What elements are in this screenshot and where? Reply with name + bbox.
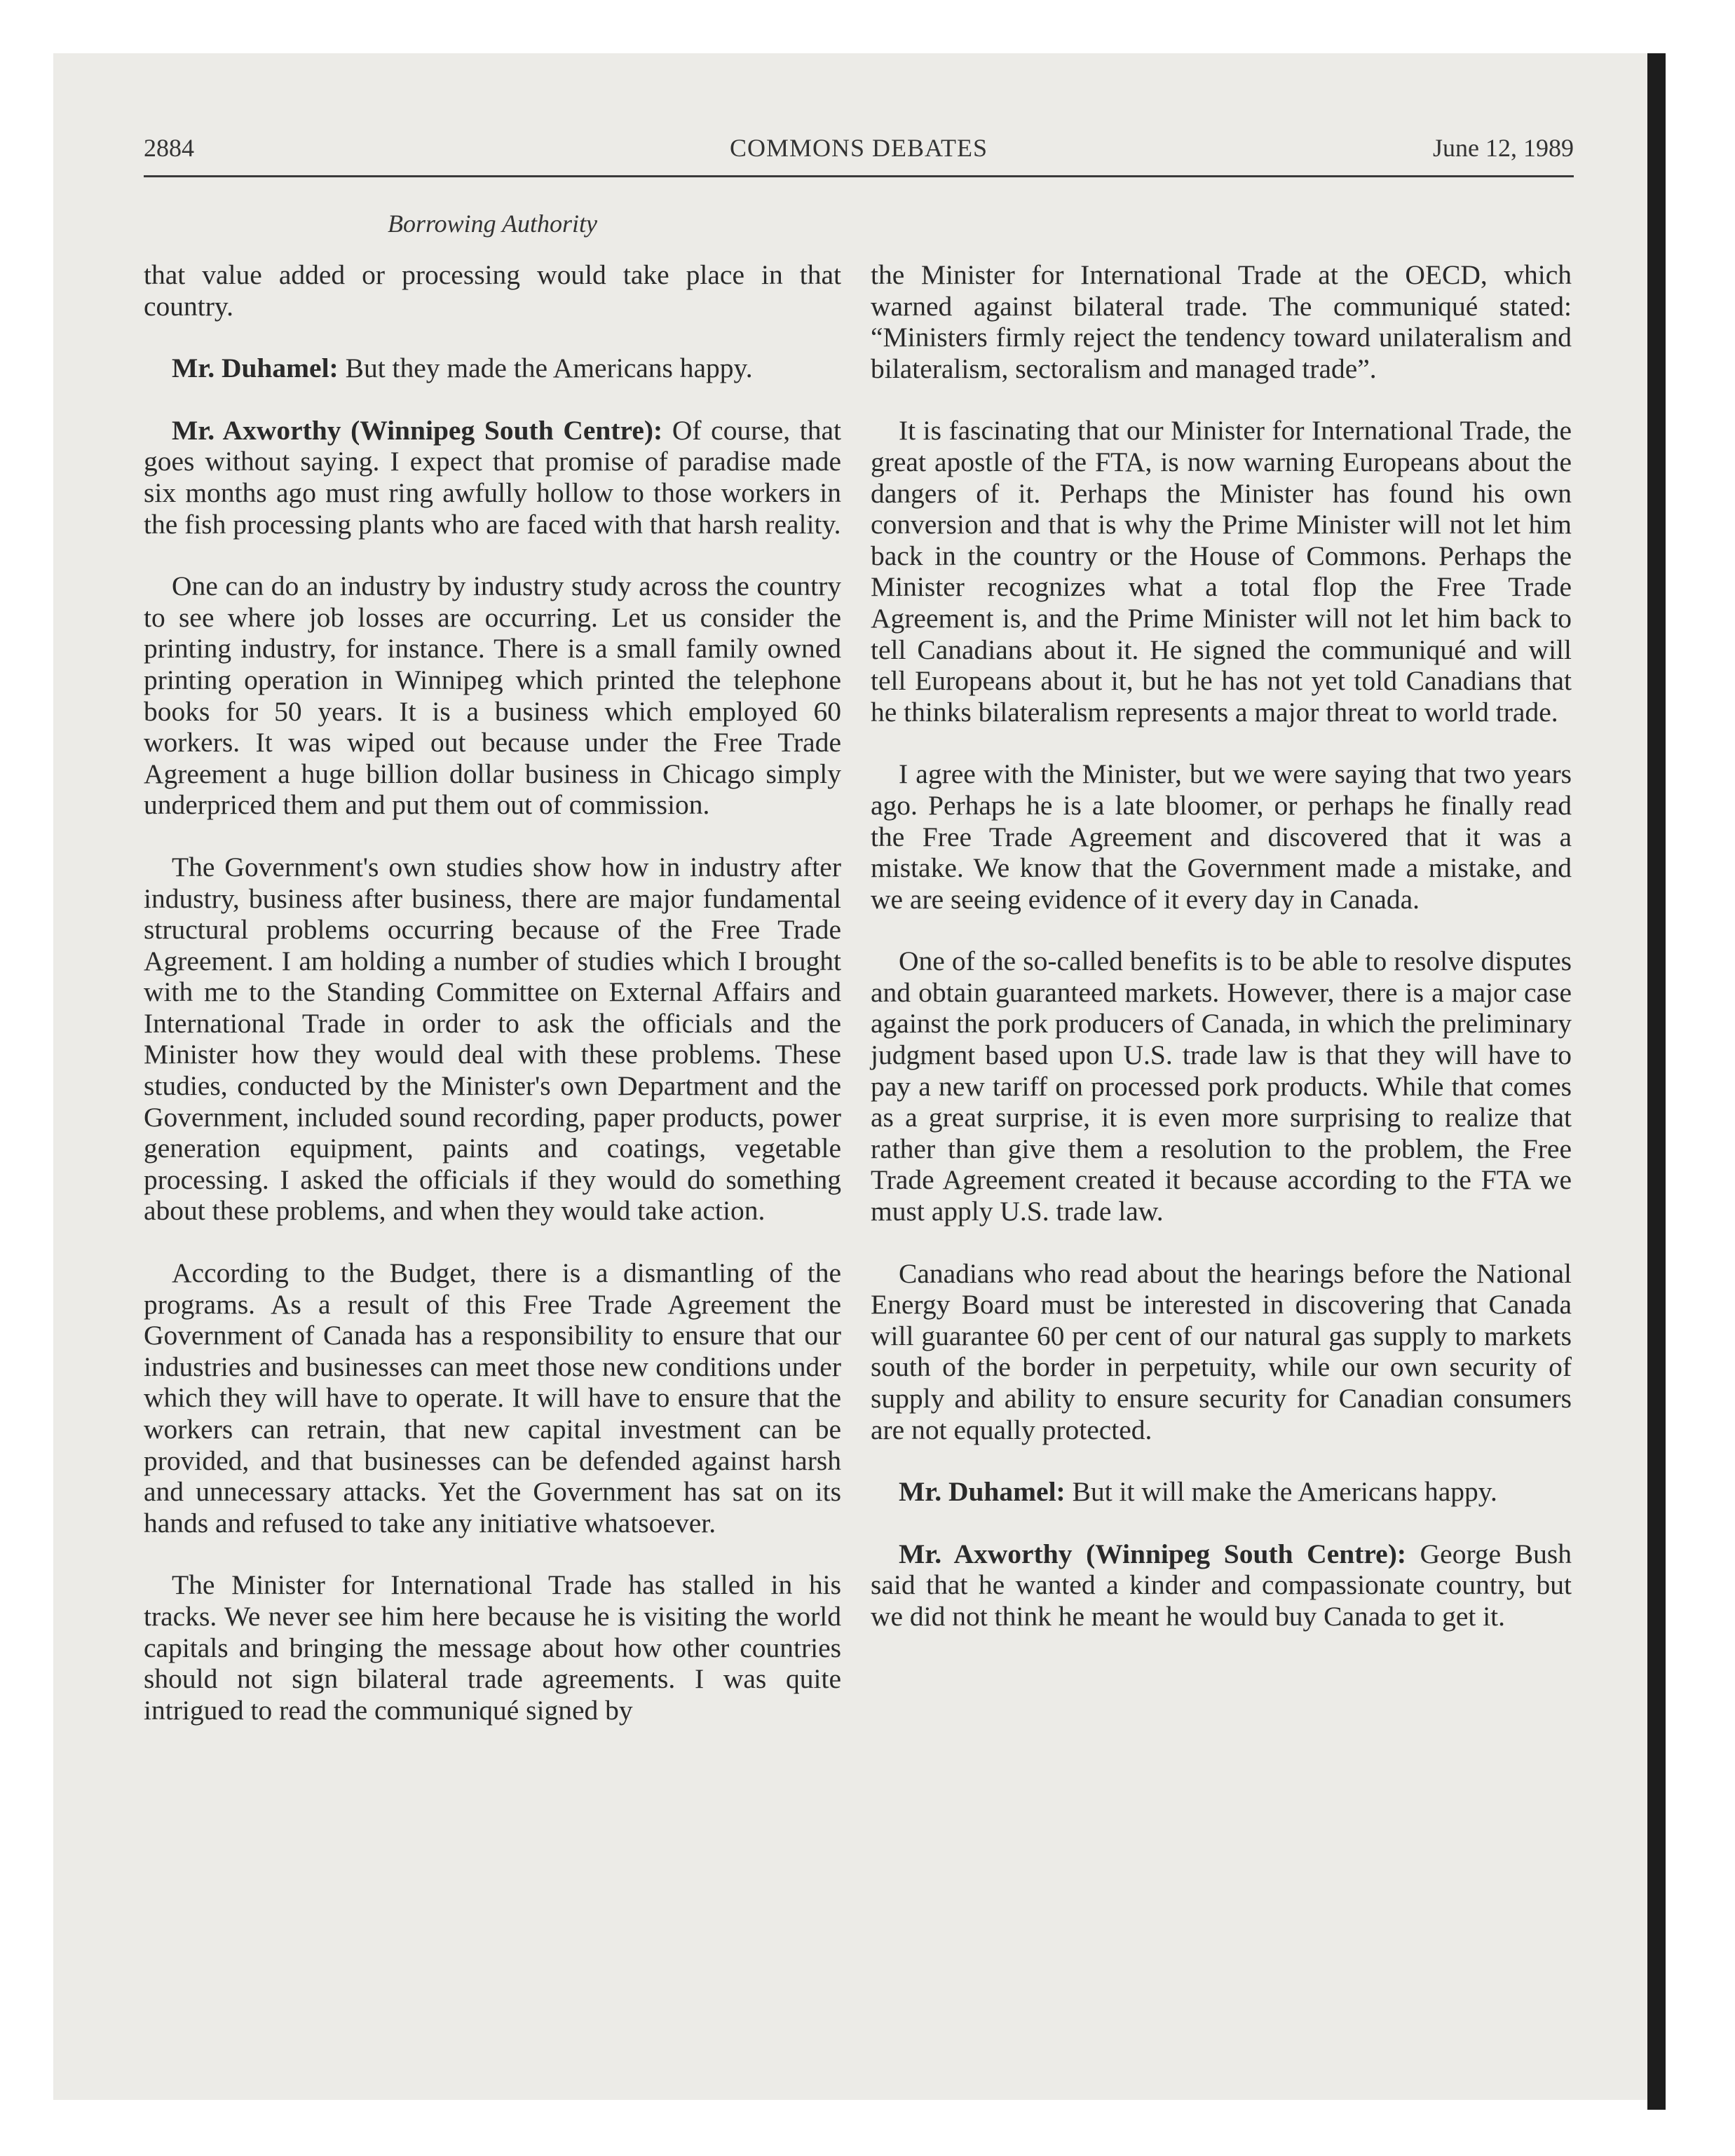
paragraph-text: According to the Budget, there is a dismantling of the programs. As a result of this Free Trade Agreement the Government of Canada has a responsibility to ensure that our industries and businesses can meet those new conditions under which they will have to operate. It will have to ensure that the workers can retrain, that new capital investment can be provided, and that businesses can be defended against harsh and unnecessary attacks. Yet the Government has sat on its hands and refused to take any initiative whatsoever. bbox=[144, 1257, 841, 1538]
left-column bbox=[144, 259, 841, 1756]
paragraph-text: The Minister for International Trade has stalled in his tracks. We never see him here because he is visiting the world capitals and bringing the message about how other countries should not sign bilateral trade agreements. I was quite intrigued to read the communiqué signed by bbox=[144, 1569, 841, 1726]
paragraph bbox=[871, 1538, 1572, 1632]
paragraph-text: Of course, that goes without saying. I expect that promise of paradise made six months ago must ring awfully hollow to those workers in the fish processing plants who are faced with that harsh reality. bbox=[144, 414, 842, 540]
header-rule bbox=[144, 175, 1574, 177]
page-binding-edge bbox=[1647, 53, 1666, 2110]
speaker-name: Mr. Duhamel: bbox=[899, 1476, 1066, 1508]
speaker-name: Mr. Axworthy (Winnipeg South Centre): bbox=[172, 414, 663, 446]
page-header bbox=[144, 133, 1574, 175]
paragraph bbox=[144, 1257, 841, 1538]
paragraph bbox=[871, 758, 1572, 915]
publication-title: COMMONS DEBATES bbox=[729, 134, 988, 162]
paragraph-text: the Minister for International Trade at the OECD, which warned against bilateral trade. The communiqué stated: “Ministers firmly reject the tendency toward unilateralism and bilateralism, sectoralism and managed trade”. bbox=[871, 259, 1572, 384]
paragraph bbox=[144, 571, 841, 821]
paragraph-text: But it will make the Americans happy. bbox=[1072, 1476, 1497, 1508]
page-number: 2884 bbox=[144, 134, 194, 162]
speaker-name: Mr. Axworthy (Winnipeg South Centre): bbox=[899, 1538, 1407, 1569]
speaker-name: Mr. Duhamel: bbox=[172, 353, 339, 384]
paragraph-text: But they made the Americans happy. bbox=[345, 353, 753, 384]
paragraph bbox=[144, 415, 841, 540]
paragraph bbox=[871, 1258, 1572, 1446]
right-column bbox=[871, 259, 1572, 1663]
issue-date: June 12, 1989 bbox=[1433, 134, 1574, 162]
paragraph bbox=[871, 415, 1572, 728]
paragraph-text: It is fascinating that our Minister for International Trade, the great apostle of the FTA, is now warning Europeans about the dangers of it. Perhaps the Minister has found his own conversion and that is why the Prime Minister will not let him back in the country or the House of Commons. Perhaps the Minister recognizes what a total flop the Free Trade Agreement is, and the Prime Minister will not let him back to tell Canadians about it. He signed the communiqué and will tell Europeans about it, but he has not yet told Canadians that he thinks bilateralism represents a major threat to world trade. bbox=[871, 415, 1572, 728]
paragraph-text: One can do an industry by industry study across the country to see where job losses are occurring. Let us consider the printing industry, for instance. There is a small family owned printing operation in Winnipeg which printed the telephone books for 50 years. It is a business which employed 60 workers. It was wiped out because under the Free Trade Agreement a huge billion dollar business in Chicago simply underpriced them and put them out of commission. bbox=[144, 571, 841, 821]
paragraph bbox=[871, 259, 1572, 384]
paragraph bbox=[144, 852, 841, 1227]
paragraph-text: I agree with the Minister, but we were saying that two years ago. Perhaps he is a late bloomer, or perhaps he finally read the Free Trade Agreement and discovered that it was a mistake. We know that the Government made a mistake, and we are seeing evidence of it every day in Canada. bbox=[871, 758, 1572, 915]
paragraph bbox=[871, 1476, 1572, 1508]
paragraph-text: One of the so-called benefits is to be able to resolve disputes and obtain guaranteed markets. However, there is a major case against the pork producers of Canada, in which the preliminary judgment based upon U.S. trade law is that they will have to pay a new tariff on processed pork products. While that comes as a great surprise, it is even more surprising to realize that rather than give them a resolution to the problem, the Free Trade Agreement created it because according to the FTA we must apply U.S. trade law. bbox=[871, 946, 1572, 1227]
paragraph-text: The Government's own studies show how in industry after industry, business after business, there are major fundamental structural problems occurring because of the Free Trade Agreement. I am holding a number of studies which I brought with me to the Standing Committee on External Affairs and International Trade in order to ask the officials and the Minister how they would deal with these problems. These studies, conducted by the Minister's own Department and the Government, included sound recording, paper products, power generation equipment, paints and coatings, vegetable processing. I asked the officials if they would do something about these problems, and when they would take action. bbox=[144, 851, 841, 1227]
paragraph bbox=[871, 946, 1572, 1227]
section-subtitle: Borrowing Authority bbox=[387, 210, 598, 238]
paragraph-text: George Bush said that he wanted a kinder and compassionate country, but we did not think he meant he would buy Canada to get it. bbox=[871, 1538, 1572, 1632]
paragraph bbox=[144, 1569, 841, 1726]
paragraph-text: Canadians who read about the hearings before the National Energy Board must be interested in discovering that Canada will guarantee 60 per cent of our natural gas supply to markets south of the border in perpetuity, while our own security of supply and ability to ensure security for Canadian consumers are not equally protected. bbox=[871, 1257, 1572, 1445]
paragraph bbox=[144, 259, 841, 322]
paragraph bbox=[144, 353, 841, 384]
paragraph-text: that value added or processing would take place in that country. bbox=[144, 259, 841, 322]
